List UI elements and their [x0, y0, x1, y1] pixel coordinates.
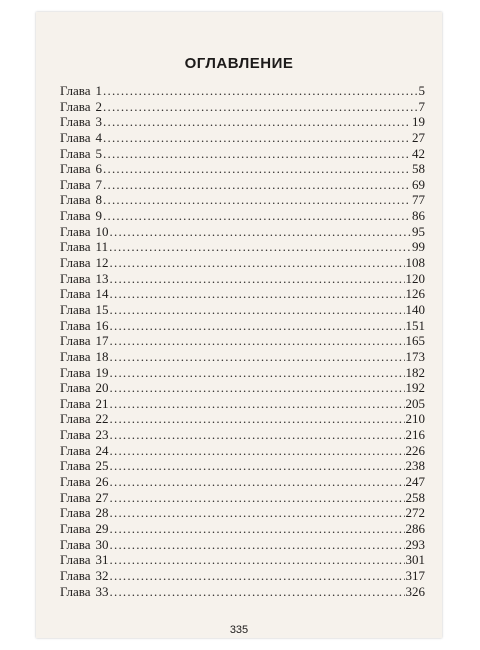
page-number: 19	[412, 114, 425, 130]
chapter-label: Глава	[60, 208, 91, 224]
toc-entry	[60, 239, 425, 255]
toc-entry	[60, 271, 425, 287]
chapter-number: 14	[95, 286, 109, 302]
toc-entry	[60, 224, 425, 240]
chapter-number: 5	[95, 145, 103, 161]
toc-entry	[60, 365, 425, 381]
dot-leader	[103, 114, 411, 130]
chapter-label: Глава	[60, 333, 91, 349]
page-number: 238	[405, 458, 425, 474]
toc-entry	[60, 458, 425, 474]
chapter-label: Глава	[60, 364, 91, 380]
chapter-label: Глава	[60, 223, 91, 239]
chapter-label: Глава	[60, 520, 91, 536]
dot-leader	[103, 208, 411, 224]
dot-leader	[110, 255, 405, 271]
page-number: 151	[405, 317, 425, 333]
chapter-number: 31	[95, 552, 109, 568]
page-number: 140	[405, 301, 425, 317]
chapter-number: 7	[95, 176, 103, 192]
page-number: 165	[405, 333, 425, 349]
dot-leader	[103, 83, 417, 99]
chapter-number: 33	[95, 583, 109, 599]
toc-entry	[60, 505, 425, 521]
toc-entry	[60, 380, 425, 396]
dot-leader	[110, 537, 405, 553]
toc-entry	[60, 114, 425, 130]
page-number: 286	[405, 520, 425, 536]
page-number: 182	[405, 364, 425, 380]
page-number: 120	[405, 270, 425, 286]
dot-leader	[109, 239, 411, 255]
chapter-label: Глава	[60, 458, 91, 474]
toc-entry	[60, 208, 425, 224]
toc-entry	[60, 411, 425, 427]
dot-leader	[110, 271, 405, 287]
table-of-contents	[60, 83, 425, 599]
page-number: 58	[412, 161, 425, 177]
toc-entry	[60, 302, 425, 318]
page-number: 272	[405, 505, 425, 521]
chapter-number: 8	[95, 192, 103, 208]
page-number: 77	[412, 192, 425, 208]
chapter-number: 13	[95, 270, 109, 286]
dot-leader	[110, 443, 405, 459]
chapter-label: Глава	[60, 176, 91, 192]
page-number: 42	[412, 145, 425, 161]
page-number: 210	[405, 411, 425, 427]
page-number: 7	[418, 98, 425, 114]
chapter-label: Глава	[60, 317, 91, 333]
chapter-number: 1	[95, 83, 103, 98]
page-number: 247	[405, 474, 425, 490]
dot-leader	[110, 318, 405, 334]
chapter-number: 24	[95, 442, 109, 458]
toc-entry	[60, 443, 425, 459]
chapter-number: 23	[95, 427, 109, 443]
dot-leader	[110, 552, 405, 568]
toc-entry	[60, 99, 425, 115]
chapter-number: 11	[95, 239, 109, 255]
dot-leader	[110, 521, 405, 537]
toc-entry	[60, 490, 425, 506]
dot-leader	[110, 568, 405, 584]
chapter-number: 22	[95, 411, 109, 427]
chapter-number: 9	[95, 208, 103, 224]
chapter-number: 32	[95, 567, 109, 583]
page-number: 205	[405, 395, 425, 411]
chapter-number: 26	[95, 474, 109, 490]
page-number: 173	[405, 348, 425, 364]
chapter-number: 17	[95, 333, 109, 349]
dot-leader	[110, 224, 411, 240]
chapter-number: 25	[95, 458, 109, 474]
chapter-label: Глава	[60, 552, 91, 568]
chapter-label: Глава	[60, 161, 91, 177]
toc-entry	[60, 521, 425, 537]
toc-entry	[60, 192, 425, 208]
dot-leader	[110, 333, 405, 349]
toc-entry	[60, 130, 425, 146]
chapter-number: 29	[95, 520, 109, 536]
dot-leader	[110, 458, 405, 474]
dot-leader	[110, 380, 405, 396]
chapter-label: Глава	[60, 255, 91, 271]
dot-leader	[110, 286, 405, 302]
dot-leader	[110, 396, 405, 412]
chapter-label: Глава	[60, 83, 91, 98]
toc-entry	[60, 396, 425, 412]
toc-entry	[60, 318, 425, 334]
page-number: 293	[405, 536, 425, 552]
chapter-label: Глава	[60, 192, 91, 208]
dot-leader	[110, 427, 405, 443]
page-number: 126	[405, 286, 425, 302]
dot-leader	[110, 474, 405, 490]
dot-leader	[110, 490, 405, 506]
page-number: 95	[412, 223, 425, 239]
page-number: 301	[405, 552, 425, 568]
chapter-number: 15	[95, 301, 109, 317]
chapter-label: Глава	[60, 380, 91, 396]
dot-leader	[103, 146, 411, 162]
dot-leader	[110, 505, 405, 521]
chapter-label: Глава	[60, 145, 91, 161]
dot-leader	[103, 130, 411, 146]
chapter-label: Глава	[60, 395, 91, 411]
dot-leader	[110, 302, 405, 318]
page-number: 192	[405, 380, 425, 396]
chapter-number: 4	[95, 129, 103, 145]
page-number: 86	[412, 208, 425, 224]
chapter-label: Глава	[60, 411, 91, 427]
dot-leader	[103, 192, 411, 208]
dot-leader	[110, 365, 405, 381]
page-number: 326	[405, 583, 425, 599]
chapter-label: Глава	[60, 286, 91, 302]
folio-page-number: 335	[229, 624, 249, 636]
chapter-number: 18	[95, 348, 109, 364]
page-number: 317	[405, 567, 425, 583]
page-number: 108	[405, 255, 425, 271]
chapter-number: 20	[95, 380, 109, 396]
chapter-number: 21	[95, 395, 109, 411]
chapter-label: Глава	[60, 567, 91, 583]
dot-leader	[110, 349, 405, 365]
dot-leader	[103, 99, 417, 115]
chapter-number: 19	[95, 364, 109, 380]
chapter-label: Глава	[60, 427, 91, 443]
chapter-number: 30	[95, 536, 109, 552]
toc-entry	[60, 349, 425, 365]
toc-entry	[60, 584, 425, 600]
chapter-label: Глава	[60, 114, 91, 130]
page-number: 226	[405, 442, 425, 458]
book-page	[36, 12, 442, 638]
chapter-label: Глава	[60, 489, 91, 505]
chapter-label: Глава	[60, 583, 91, 599]
toc-entry	[60, 552, 425, 568]
toc-entry	[60, 427, 425, 443]
chapter-label: Глава	[60, 442, 91, 458]
chapter-number: 3	[95, 114, 103, 130]
toc-entry	[60, 255, 425, 271]
dot-leader	[103, 161, 411, 177]
page-number: 216	[405, 427, 425, 443]
chapter-label: Глава	[60, 129, 91, 145]
page-number: 5	[418, 83, 425, 98]
toc-entry	[60, 161, 425, 177]
chapter-label: Глава	[60, 270, 91, 286]
chapter-number: 10	[95, 223, 109, 239]
page-number: 99	[412, 239, 425, 255]
page-number: 258	[405, 489, 425, 505]
chapter-label: Глава	[60, 536, 91, 552]
chapter-number: 27	[95, 489, 109, 505]
toc-entry	[60, 146, 425, 162]
page-number: 27	[412, 129, 425, 145]
page-number: 69	[412, 176, 425, 192]
toc-entry	[60, 333, 425, 349]
chapter-number: 28	[95, 505, 109, 521]
chapter-label: Глава	[60, 474, 91, 490]
chapter-label: Глава	[60, 348, 91, 364]
dot-leader	[103, 177, 411, 193]
toc-entry	[60, 568, 425, 584]
toc-entry	[60, 286, 425, 302]
dot-leader	[110, 584, 405, 600]
dot-leader	[110, 411, 405, 427]
toc-entry	[60, 177, 425, 193]
chapter-number: 16	[95, 317, 109, 333]
chapter-number: 12	[95, 255, 109, 271]
chapter-label: Глава	[60, 98, 91, 114]
chapter-label: Глава	[60, 301, 91, 317]
toc-entry	[60, 474, 425, 490]
chapter-number: 6	[95, 161, 103, 177]
chapter-number: 2	[95, 98, 103, 114]
toc-entry	[60, 83, 425, 99]
toc-entry	[60, 537, 425, 553]
chapter-label: Глава	[60, 505, 91, 521]
chapter-label: Глава	[60, 239, 91, 255]
page-title: ОГЛАВЛЕНИЕ	[184, 55, 294, 72]
